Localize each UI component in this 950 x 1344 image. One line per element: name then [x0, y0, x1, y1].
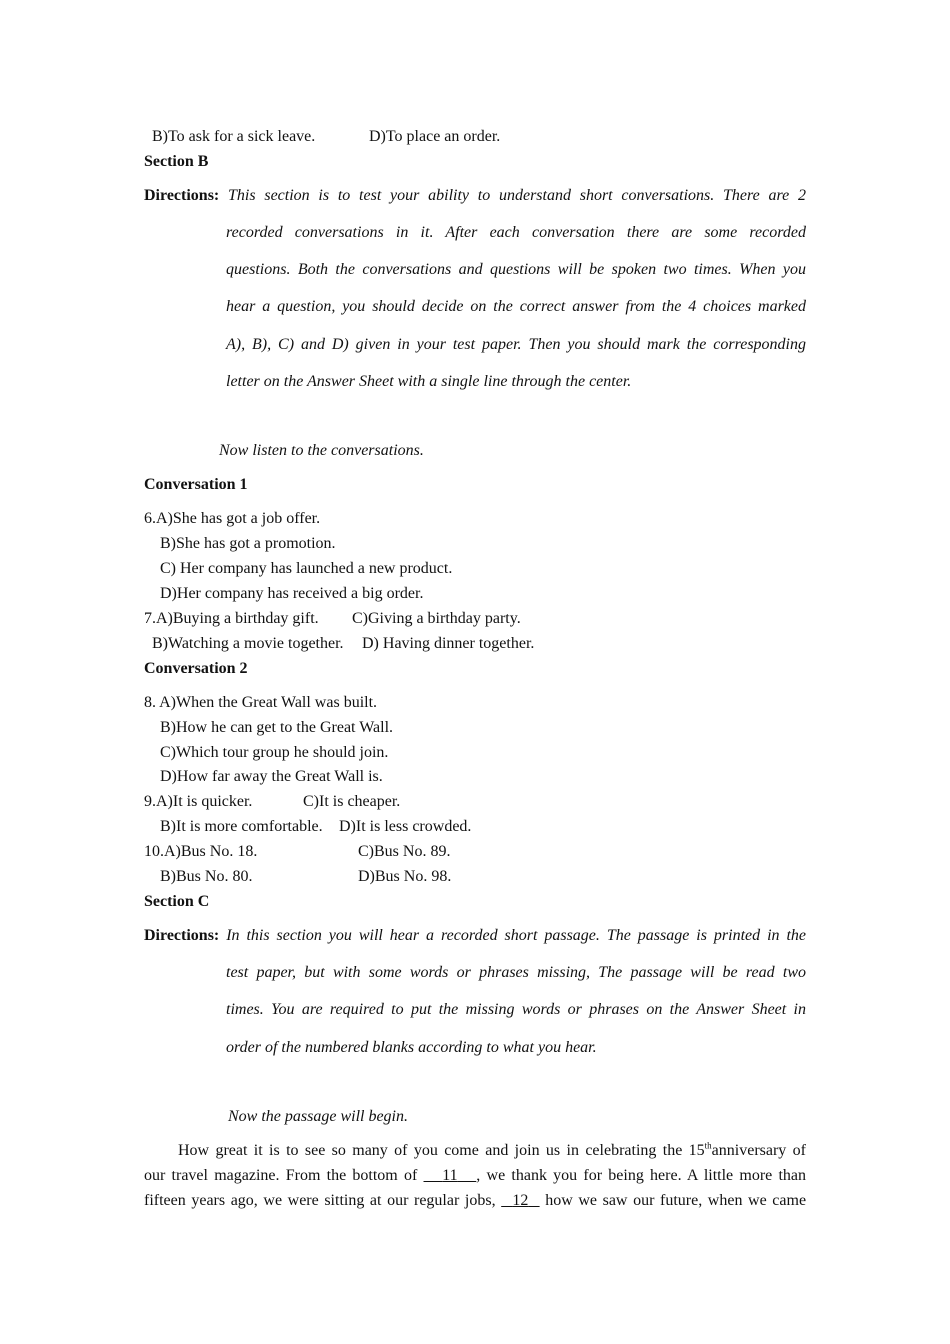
q9-option-d: D)It is less crowded.: [339, 818, 472, 835]
q10-option-c: C)Bus No. 89.: [358, 843, 451, 860]
section-b-title: Section B: [144, 153, 209, 170]
conversation-2-title: Conversation 2: [144, 660, 248, 677]
q10-option-d: D)Bus No. 98.: [358, 868, 452, 885]
q8-option-b: B)How he can get to the Great Wall.: [160, 719, 394, 736]
q8-option-c: C)Which tour group he should join.: [160, 744, 389, 761]
section-c-directions-line-4: order of the numbered blanks according to what you hear.: [226, 1039, 597, 1056]
section-b-directions-line-3: questions. Both the conversations and questions will be spoken two times. When you: [226, 261, 806, 278]
listen-instruction: Now listen to the conversations.: [219, 442, 424, 459]
directions-label: Directions:: [144, 187, 220, 204]
q7-option-d: D) Having dinner together.: [362, 635, 535, 652]
section-b-directions-line-5: A), B), C) and D) given in your test paper. Then you should mark the corresponding: [226, 336, 806, 353]
q7-option-c: C)Giving a birthday party.: [352, 610, 521, 627]
q6-option-d: D)Her company has received a big order.: [160, 585, 424, 602]
passage-line-2: our travel magazine. From the bottom of 11 , we thank you for being here. A little more than: [144, 1167, 807, 1184]
q8-option-a: 8. A)When the Great Wall was built.: [144, 694, 378, 711]
passage-begin-instruction: Now the passage will begin.: [228, 1108, 408, 1125]
q6-option-c: C) Her company has launched a new product.: [160, 560, 453, 577]
section-b-directions-line-2: recorded conversations in it. After each conversation there are some recorded: [226, 224, 806, 241]
q10-option-b: B)Bus No. 80.: [160, 868, 253, 885]
q8-option-d: D)How far away the Great Wall is.: [160, 768, 383, 785]
section-b-directions-line-4: hear a question, you should decide on the correct answer from the 4 choices marked: [226, 298, 806, 315]
q10-option-a: 10.A)Bus No. 18.: [144, 843, 258, 860]
q7-option-b: B)Watching a movie together.: [152, 635, 344, 652]
passage-line-1: How great it is to see so many of you come and join us in celebrating the 15thanniversary of: [178, 1140, 806, 1159]
q6-option-a: 6.A)She has got a job offer.: [144, 510, 321, 527]
section-c-title: Section C: [144, 893, 210, 910]
conversation-1-title: Conversation 1: [144, 476, 248, 493]
blank-12[interactable]: 12: [512, 1192, 529, 1209]
section-b-directions-line-1: Directions: This section is to test your ability to understand short conversations. There are 2: [144, 187, 807, 204]
section-c-directions-line-1: Directions: In this section you will hear a recorded short passage. The passage is printed in the: [144, 927, 807, 944]
passage-line-3: fifteen years ago, we were sitting at our regular jobs, 12 how we saw our future, when we came: [144, 1192, 807, 1209]
section-b-directions-line-6: letter on the Answer Sheet with a single line through the center.: [226, 373, 632, 390]
q7-option-a: 7.A)Buying a birthday gift.: [144, 610, 319, 627]
section-c-directions-line-2: test paper, but with some words or phrases missing, The passage will be read two: [226, 964, 806, 981]
q6-option-b: B)She has got a promotion.: [160, 535, 336, 552]
section-c-directions-line-3: times. You are required to put the missing words or phrases on the Answer Sheet in: [226, 1001, 806, 1018]
directions-label: Directions:: [144, 927, 220, 944]
q9-option-b: B)It is more comfortable.: [160, 818, 323, 835]
q9-option-a: 9.A)It is quicker.: [144, 793, 253, 810]
q9-option-c: C)It is cheaper.: [303, 793, 401, 810]
option-b-prev: B)To ask for a sick leave.: [152, 128, 316, 145]
option-d-prev: D)To place an order.: [369, 128, 501, 145]
blank-11[interactable]: 11: [442, 1167, 458, 1184]
